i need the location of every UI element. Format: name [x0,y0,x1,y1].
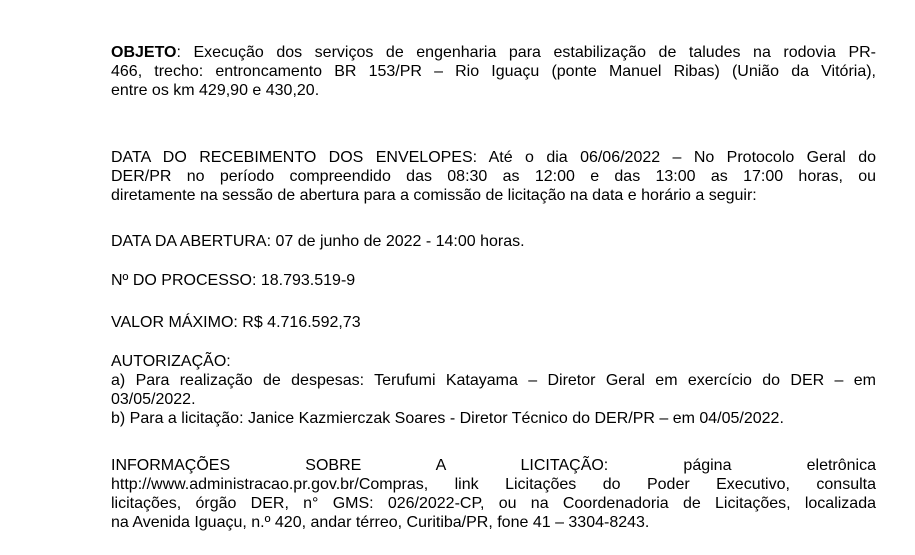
informacoes-line-3: licitações, órgão DER, n° GMS: 026/2022-CP, ou na Coordenadoria de Licitações, localizada [111,495,876,512]
recebimento-paragraph [111,148,876,205]
objeto-line-3: entre os km 429,90 e 430,20. [111,82,320,99]
autorizacao-a-line-1: a) Para realização de despesas: Terufumi Katayama – Diretor Geral em exercício do DER – em [111,372,876,389]
recebimento-line-2: DER/PR no período compreendido das 08:30 as 12:00 e das 13:00 as 17:00 horas, ou [111,168,876,185]
abertura-text: DATA DA ABERTURA: 07 de junho de 2022 - 14:00 horas. [111,233,525,250]
processo-text: Nº DO PROCESSO: 18.793.519-9 [111,272,356,289]
objeto-line-2: 466, trecho: entroncamento BR 153/PR – Rio Iguaçu (ponte Manuel Ribas) (União da Vitória), [111,63,876,80]
processo-paragraph [111,271,876,290]
recebimento-line-1: DATA DO RECEBIMENTO DOS ENVELOPES: Até o dia 06/06/2022 – No Protocolo Geral do [111,149,876,166]
informacoes-line-1: INFORMAÇÕES SOBRE A LICITAÇÃO: página eletrônica [111,457,876,474]
objeto-label: OBJETO [111,44,177,61]
autorizacao-paragraph [111,352,876,428]
abertura-paragraph [111,232,876,251]
informacoes-paragraph [111,456,876,532]
objeto-paragraph [111,43,876,100]
autorizacao-title: AUTORIZAÇÃO: [111,353,231,370]
autorizacao-a-line-2: 03/05/2022. [111,391,196,408]
objeto-line-1: : Execução dos serviços de engenharia para estabilização de taludes na rodovia PR- [176,44,876,61]
informacoes-line-2: http://www.administracao.pr.gov.br/Compras, link Licitações do Poder Executivo, consulta [111,476,876,493]
valor-text: VALOR MÁXIMO: R$ 4.716.592,73 [111,314,361,331]
autorizacao-b: b) Para a licitação: Janice Kazmierczak Soares - Diretor Técnico do DER/PR – em 04/05/2022. [111,410,784,427]
informacoes-line-4: na Avenida Iguaçu, n.º 420, andar térreo, Curitiba/PR, fone 41 – 3304-8243. [111,514,650,531]
recebimento-line-3: diretamente na sessão de abertura para a comissão de licitação na data e horário a seguir: [111,187,757,204]
valor-paragraph [111,313,876,332]
